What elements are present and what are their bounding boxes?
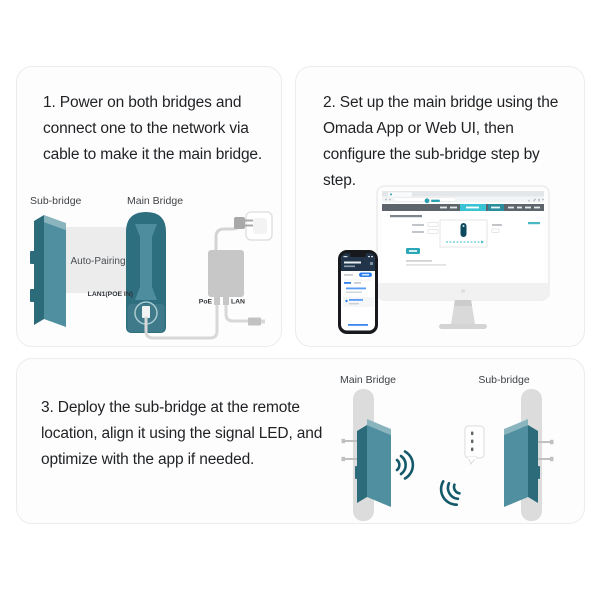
step3-text: 3. Deploy the sub-bridge at the remote location, align it using the signal LED, and optimize with the app if needed.	[41, 399, 323, 469]
poe-port-label: PoE	[198, 298, 212, 306]
main-bridge-device-3d	[355, 419, 391, 507]
deploy-main-bridge-label: Main Bridge	[339, 374, 397, 386]
smartphone	[338, 250, 378, 334]
deployment-diagram	[21, 369, 581, 521]
auto-pairing-label: Auto-Pairing	[70, 256, 126, 267]
lan-port-stub	[223, 297, 229, 305]
lan-cable	[226, 305, 248, 321]
step1-text: 1. Power on both bridges and connect one to the network via cable to make it the main bridge.	[43, 94, 263, 164]
step1-card	[16, 66, 282, 347]
web-ui-browser	[382, 191, 544, 283]
led-dot	[471, 440, 473, 444]
lan-port-label: LAN	[231, 298, 245, 306]
phone-notch	[350, 254, 366, 258]
step2-card	[295, 66, 585, 347]
main-bridge-device	[126, 212, 166, 333]
signal-led-tooltip	[465, 426, 484, 464]
led-dot	[471, 432, 473, 436]
sub-bridge-device-3d	[504, 419, 540, 507]
ethernet-connector	[248, 318, 265, 326]
wall-outlet	[234, 212, 272, 240]
step3-card	[16, 358, 585, 524]
led-dot	[471, 448, 473, 452]
lan1-port-label: LAN1(POE IN)	[87, 291, 133, 298]
deploy-sub-bridge-label: Sub-bridge	[478, 374, 530, 386]
auto-pairing-band	[62, 227, 134, 293]
sub-bridge-device	[30, 215, 66, 327]
step2-text: 2. Set up the main bridge using the Omada App or Web UI, then configure the sub-bridge step by step.	[323, 94, 559, 190]
monitor	[377, 186, 549, 329]
setup-devices-illustration	[332, 184, 577, 341]
sub-bridge-label: Sub-bridge	[30, 195, 82, 207]
sub-bridge-signal-waves	[436, 477, 463, 508]
monitor-base	[439, 324, 487, 329]
app-bottom-link	[348, 324, 368, 326]
main-bridge-label: Main Bridge	[127, 195, 184, 207]
pairing-diagram	[20, 193, 280, 345]
poe-port-stub	[214, 297, 220, 305]
sub-bridge-pole-assembly	[436, 389, 553, 521]
main-bridge-pole-assembly	[342, 389, 413, 521]
power-plug	[234, 217, 245, 229]
poe-adapter	[208, 250, 244, 305]
lan1-port	[142, 306, 150, 318]
main-bridge-signal-waves	[397, 452, 413, 479]
web-ui-navbar	[382, 204, 544, 211]
